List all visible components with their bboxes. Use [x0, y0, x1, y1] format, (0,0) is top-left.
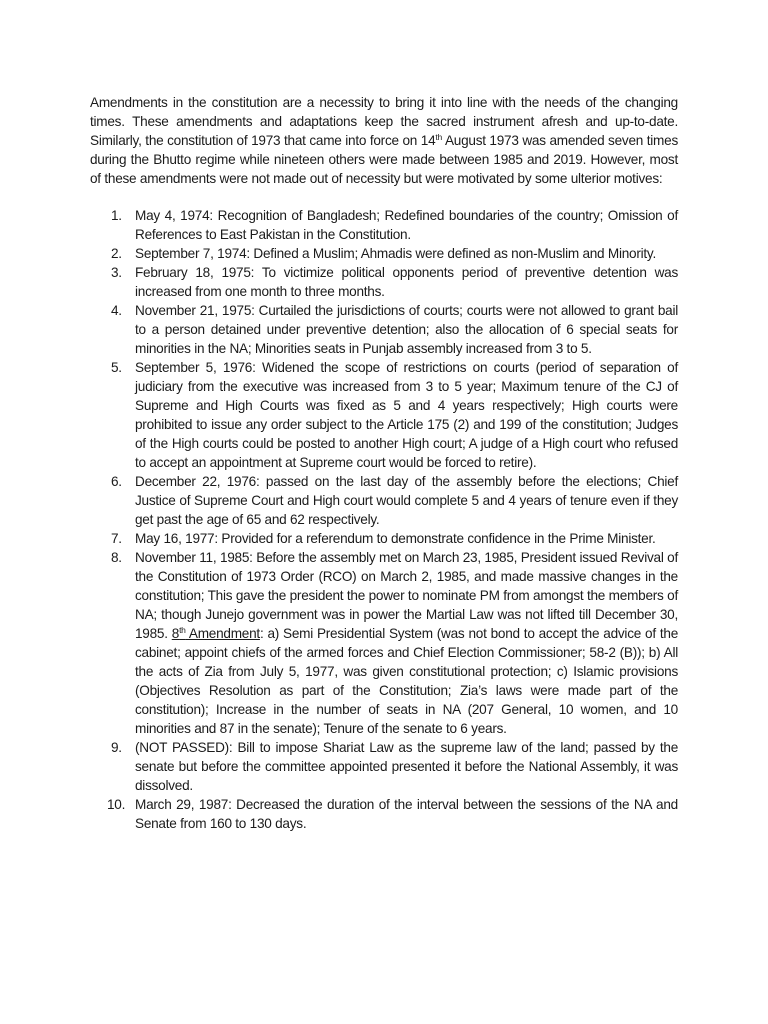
intro-text-part1: Amendments in the constitution are a necessity to bring it into line with the needs of the changing times. These amendments and adaptations keep the sacred instrument afresh and up-to-date. Similarly, the constitution of 1973 that came into force on 14 [90, 95, 678, 148]
list-item-text: May 16, 1977: Provided for a referendum to demonstrate confidence in the Prime Minister. [135, 531, 656, 546]
list-item-text: September 5, 1976: Widened the scope of restrictions on courts (period of separation of judiciary from the executive was increased from 3 to 5 year; Maximum tenure of the CJ of Supreme and High Courts was fixed as 5 and 4 years respectively; High courts were prohibited to issue any order subject to the Article 175 (2) and 199 of the constitution; Judges of the High courts could be posted to another High court; A judge of a High court who refused to accept an appointment at Supreme court would be forced to retire). [135, 360, 678, 470]
list-item-number: 1. [111, 208, 122, 223]
list-item-number: 5. [111, 360, 122, 375]
list-item [90, 263, 678, 301]
list-item-number: 9. [111, 740, 122, 755]
list-item [90, 795, 678, 833]
list-item-number: 3. [111, 265, 122, 280]
list-item-number: 8. [111, 550, 122, 565]
list-item-text-b: : a) Semi Presidential System (was not bond to accept the advice of the cabinet; appoint chiefs of the armed forces and Chief Election Commissioner; 58-2 (B)); b) All the acts of Zia from July 5, 1977, was given constitutional protection; c) Islamic provisions (Objectives Resolution as part of the Constitution; Zia’s laws were made part of the constitution); Increase in the number of seats in NA (207 General, 10 women, and 10 minorities and 87 in the senate); Tenure of the senate to 6 years. [135, 626, 679, 736]
list-item-text: February 18, 1975: To victimize political opponents period of preventive detention was increased from one month to three months. [135, 265, 678, 299]
list-item-text: March 29, 1987: Decreased the duration of the interval between the sessions of the NA and Senate from 160 to 130 days. [135, 797, 678, 831]
eighth-amendment-word: Amendment [185, 626, 260, 641]
list-item [90, 548, 678, 738]
list-item-text: November 21, 1975: Curtailed the jurisdictions of courts; courts were not allowed to grant bail to a person detained under preventive detention; also the allocation of 6 special seats for minorities in the NA; Minorities seats in Punjab assembly increased from 3 to 5. [135, 303, 678, 356]
list-item [90, 206, 678, 244]
amendments-list [90, 206, 678, 833]
list-item [90, 244, 678, 263]
eighth-amendment-number: 8 [171, 626, 180, 641]
eighth-amendment-label [172, 626, 260, 641]
eighth-amendment-superscript: th [179, 625, 186, 635]
intro-superscript: th [435, 132, 443, 142]
list-item-number: 7. [111, 531, 122, 546]
list-item-text: September 7, 1974: Defined a Muslim; Ahmadis were defined as non-Muslim and Minority. [135, 246, 656, 261]
list-item-number: 10. [107, 797, 126, 812]
list-item [90, 529, 678, 548]
list-item-text: May 4, 1974: Recognition of Bangladesh; Redefined boundaries of the country; Omission of References to East Pakistan in the Constitution. [135, 208, 678, 242]
list-item-number: 4. [111, 303, 122, 318]
list-item-number: 6. [111, 474, 122, 489]
list-item-number: 2. [111, 246, 122, 261]
list-item-text: December 22, 1976: passed on the last day of the assembly before the elections; Chief Justice of Supreme Court and High court would complete 5 and 4 years of tenure even if they get past the age of 65 and 62 respectively. [135, 474, 678, 527]
list-item [90, 738, 678, 795]
list-item [90, 301, 678, 358]
intro-text-part2: August 1973 was amended seven times during the Bhutto regime while nineteen others were made between 1985 and 2019. However, most of these amendments were not made out of necessity but were motivated by some ulterior motives: [90, 133, 678, 186]
list-item [90, 358, 678, 472]
list-item-text-a: November 11, 1985: Before the assembly met on March 23, 1985, President issued Revival of the Constitution of 1973 Order (RCO) on March 2, 1985, and made massive changes in the constitution; This gave the president the power to nominate PM from amongst the members of NA; though Junejo government was in power the Martial Law was not lifted till December 30, 1985. [135, 550, 678, 641]
document-page [90, 93, 678, 833]
list-item-text: (NOT PASSED): Bill to impose Shariat Law as the supreme law of the land; passed by the senate but before the committee appointed presented it before the National Assembly, it was dissolved. [135, 740, 678, 793]
intro-paragraph [90, 93, 678, 188]
list-item [90, 472, 678, 529]
